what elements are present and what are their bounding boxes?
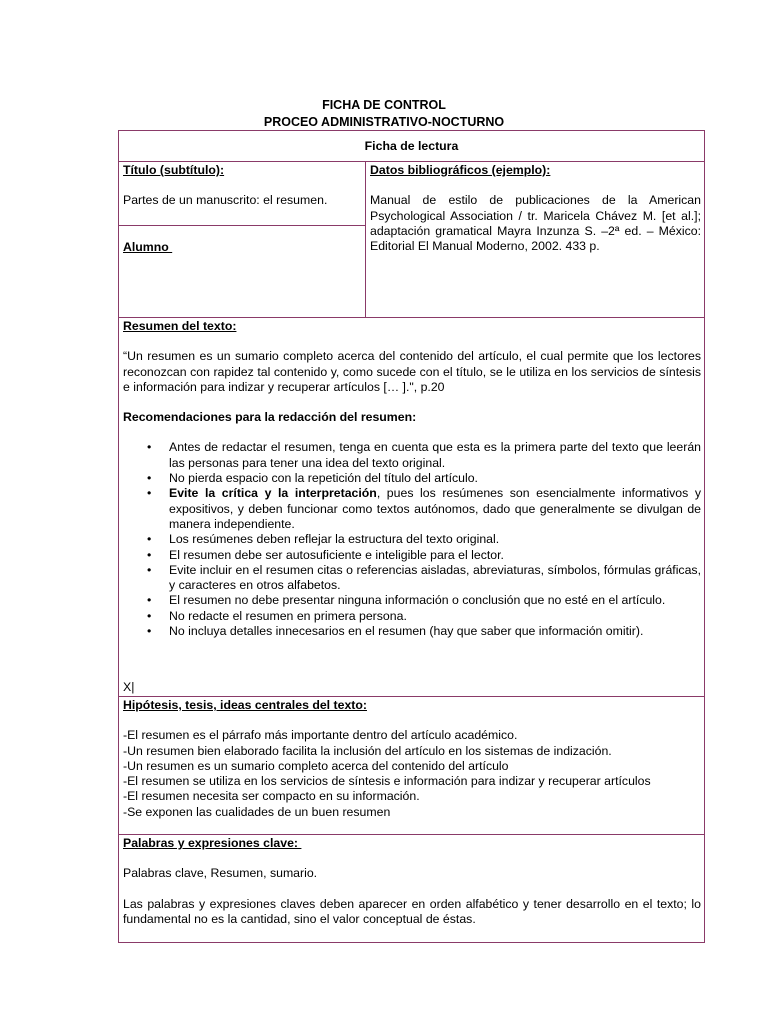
resumen-cell: [123, 319, 701, 639]
reading-card-table: [118, 130, 705, 943]
palabras-cell: [123, 836, 701, 927]
datos-label: Datos bibliográficos (ejemplo):: [370, 163, 551, 177]
text-cursor[interactable]: X|: [123, 680, 135, 694]
list-item: • No incluya detalles innecesarios en el resumen (hay que saber que información omitir).: [147, 624, 644, 639]
alumno-cell: [123, 240, 363, 255]
list-item: • Evite la crítica y la interpretación, pues los resúmenes son esencialmente informativos y expositivos, y deben funcionar como textos autónomos, dado que generalmente se divulgan de manera independiente.: [147, 486, 701, 531]
titulo-value[interactable]: Partes de un manuscrito: el resumen.: [123, 193, 328, 208]
keywords-note[interactable]: Las palabras y expresiones claves deben aparecer en orden alfabético y tener desarrollo en el texto; lo fundamental no es la cantidad, sino el valor conceptual de éstas.: [123, 896, 701, 926]
titulo-label: Título (subtítulo):: [123, 163, 225, 177]
hipotesis-lines[interactable]: [123, 728, 701, 820]
resumen-label: Resumen del texto:: [123, 319, 237, 333]
list-item: • Evite incluir en el resumen citas o referencias aisladas, abreviaturas, símbolos, fórmulas gráficas, y caracteres en otros alfabetos.: [147, 562, 701, 593]
row-divider: [119, 225, 365, 226]
bullet-icon: •: [147, 624, 152, 639]
list-item: • No pierda espacio con la repetición del título del artículo.: [147, 471, 478, 486]
row-divider: [119, 696, 704, 697]
bullet-icon: •: [147, 471, 152, 486]
recommendations-list: [123, 440, 701, 639]
bullet-icon: •: [147, 562, 152, 577]
list-item: -Un resumen bien elaborado facilita la inclusión del artículo en los sistemas de indización.: [123, 743, 612, 758]
titulo-cell: [123, 163, 363, 209]
list-item: • El resumen debe ser autosuficiente e inteligible para el lector.: [147, 547, 504, 562]
list-item: • El resumen no debe presentar ninguna información o conclusión que no esté en el artículo.: [147, 593, 666, 608]
list-item: -Se exponen las cualidades de un buen resumen: [123, 804, 391, 819]
list-item: -Un resumen es un sumario completo acerca del contenido del artículo: [123, 758, 509, 773]
bullet-icon: •: [147, 532, 152, 547]
row-divider: [119, 834, 704, 835]
document-title: FICHA DE CONTROL: [322, 98, 446, 112]
hipotesis-cell: [123, 698, 701, 820]
keywords-value[interactable]: Palabras clave, Resumen, sumario.: [123, 866, 318, 881]
datos-cell: [370, 163, 701, 254]
list-item: • Los resúmenes deben reflejar la estructura del texto original.: [147, 532, 500, 547]
palabras-label: Palabras y expresiones clave:: [123, 836, 302, 850]
bullet-icon: •: [147, 593, 152, 608]
list-item: • No redacte el resumen en primera persona.: [147, 608, 407, 623]
list-item: -El resumen es el párrafo más importante dentro del artículo académico.: [123, 728, 518, 743]
row-divider: [119, 161, 704, 162]
recommendations-title: Recomendaciones para la redacción del resumen:: [123, 410, 417, 425]
bullet-icon: •: [147, 486, 152, 501]
alumno-label: Alumno: [123, 240, 173, 254]
column-divider: [365, 161, 366, 317]
form-header: Ficha de lectura: [364, 139, 459, 153]
resumen-quote[interactable]: “Un resumen es un sumario completo acerca del contenido del artículo, el cual permite que los lectores reconozcan con rapidez tal contenido y, como sucede con el título, se le utiliza en los servicios de síntesis e información para indizar y recuperar artículos [… ].", p.20: [123, 349, 701, 394]
bullet-icon: •: [147, 440, 152, 455]
hipotesis-label: Hipótesis, tesis, ideas centrales del texto:: [123, 698, 367, 712]
list-item: -El resumen necesita ser compacto en su información.: [123, 789, 420, 804]
list-item: • Antes de redactar el resumen, tenga en cuenta que esta es la primera parte del texto que leerán las personas para tener una idea del texto original.: [147, 440, 701, 470]
row-divider: [119, 317, 704, 318]
document-subtitle: PROCEO ADMINISTRATIVO-NOCTURNO: [263, 115, 505, 129]
datos-value[interactable]: Manual de estilo de publicaciones de la American Psychological Association / tr. Maricela Chávez M. [et al.]; adaptación gramatical Mayra Inzunza S. –2ª ed. – México: Editorial El Manual Moderno, 2002. 433 p.: [370, 193, 701, 254]
list-item: -El resumen se utiliza en los servicios de síntesis e información para indizar y recuperar artículos: [123, 774, 651, 789]
bullet-icon: •: [147, 608, 152, 623]
recommendation-emphasis: Evite la crítica y la interpretación: [169, 486, 377, 501]
bullet-icon: •: [147, 547, 152, 562]
